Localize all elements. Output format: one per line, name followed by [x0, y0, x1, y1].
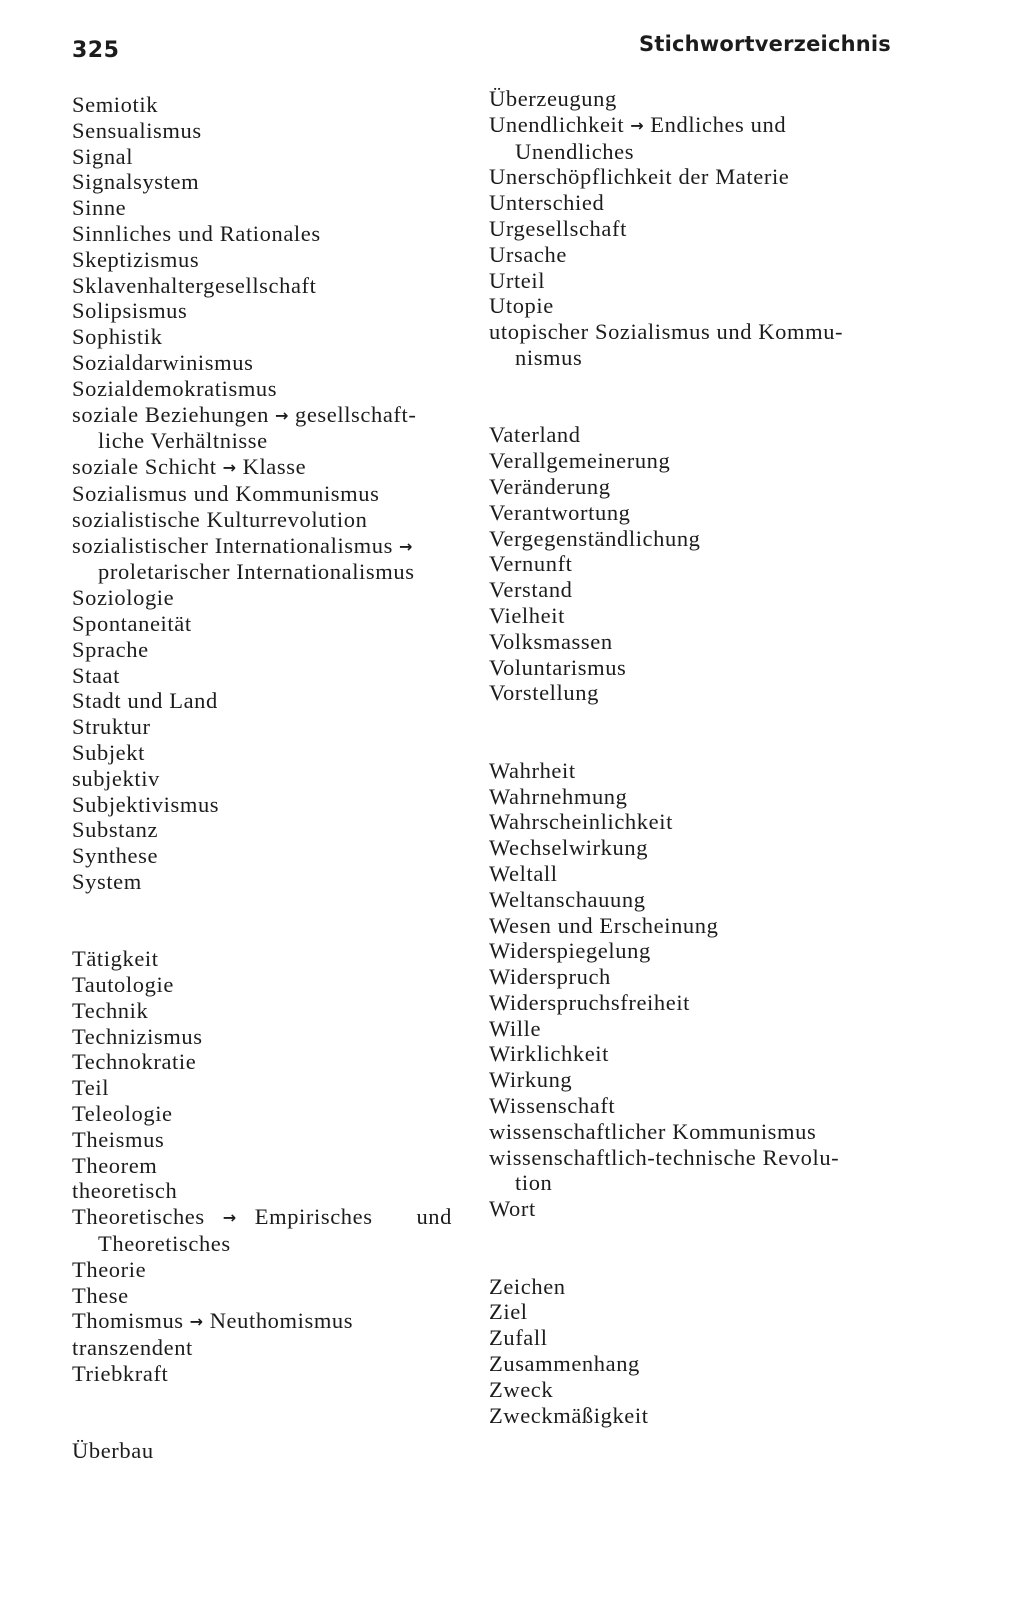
index-entry: Vorstellung: [489, 680, 599, 706]
arrow-right-icon: →: [630, 115, 645, 135]
index-entry: Urgesellschaft: [489, 215, 627, 241]
index-entry: Tätigkeit: [72, 946, 159, 972]
index-entry: Triebkraft: [72, 1361, 169, 1387]
index-entry: Utopie: [489, 293, 554, 319]
section-gap: [489, 1222, 889, 1274]
index-entry: Soziologie: [72, 585, 175, 611]
index-entry: Sinne: [72, 195, 127, 221]
index-entry: Unerschöpflichkeit der Materie: [489, 164, 790, 190]
index-reference: Klasse: [242, 454, 307, 480]
index-entry-with-reference: [72, 454, 482, 481]
index-entry: Wahrheit: [489, 757, 576, 783]
index-entry: Spontaneität: [72, 610, 192, 636]
index-entry: Voluntarismus: [489, 654, 627, 680]
index-entry-with-reference: [72, 1308, 482, 1335]
index-reference: Endliches und: [650, 111, 787, 137]
index-term: soziale Beziehungen: [72, 401, 269, 427]
index-term: soziale Schicht: [72, 454, 217, 480]
index-entry: Signalsystem: [72, 169, 200, 195]
index-entry: Sinnliches und Rationales: [72, 220, 321, 246]
index-entry: Subjektivismus: [72, 791, 220, 817]
index-entry: Wirkung: [489, 1067, 573, 1093]
index-reference-continuation: liche Verhältnisse: [98, 428, 268, 454]
index-entry: Widerspruch: [489, 964, 611, 990]
index-term: Unendlichkeit: [489, 111, 625, 137]
index-entry: Teleologie: [72, 1101, 173, 1127]
index-entry-continuation: nismus: [515, 344, 583, 370]
index-entry: Ursache: [489, 241, 567, 267]
index-entry: wissenschaftlich-technische Revolu-: [489, 1144, 840, 1170]
index-entry: Sozialdarwinismus: [72, 349, 254, 375]
index-term: Theoretisches: [72, 1204, 205, 1230]
index-entry-continuation: tion: [515, 1170, 553, 1196]
index-entry: utopischer Sozialismus und Kommu-: [489, 319, 844, 345]
index-entry: Sprache: [72, 636, 149, 662]
index-entry: Semiotik: [72, 92, 159, 117]
index-entry: Teil: [72, 1075, 110, 1101]
index-entry: System: [72, 868, 142, 894]
index-entry: Weltall: [489, 860, 558, 886]
index-entry: Theorie: [72, 1256, 147, 1282]
index-entry: Vielheit: [489, 602, 565, 628]
index-entry: Volksmassen: [489, 628, 613, 654]
index-entry-with-reference: [72, 1204, 482, 1231]
index-entry: Weltanschauung: [489, 886, 646, 912]
index-entry: Staat: [72, 662, 120, 688]
index-entry: Substanz: [72, 817, 159, 843]
index-entry: Urteil: [489, 267, 546, 293]
index-entry: Subjekt: [72, 739, 145, 765]
index-reference: gesellschaft-: [294, 401, 417, 427]
index-entry: Wechselwirkung: [489, 835, 649, 861]
index-entry: Widerspiegelung: [489, 938, 651, 964]
index-entry: Verallgemeinerung: [489, 448, 671, 474]
index-entry: Technizismus: [72, 1023, 203, 1049]
index-entry-with-reference: [72, 533, 482, 560]
index-term: Thomismus: [72, 1308, 184, 1334]
index-reference: Neuthomismus: [209, 1308, 354, 1334]
index-entry: These: [72, 1282, 129, 1308]
index-entry: Zusammenhang: [489, 1351, 640, 1377]
index-entry: Unterschied: [489, 190, 605, 216]
index-entry: transzendent: [72, 1335, 193, 1361]
index-entry: Vernunft: [489, 551, 573, 577]
index-reference-conjunction: und: [416, 1204, 452, 1230]
index-entry: Sozialdemokratismus: [72, 375, 278, 401]
index-entry: Zeichen: [489, 1273, 566, 1299]
index-entry: Vergegenständlichung: [489, 525, 701, 551]
arrow-right-icon: →: [189, 1312, 204, 1332]
section-gap: [489, 706, 889, 758]
index-entry: subjektiv: [72, 765, 160, 791]
index-entry: Zweck: [489, 1376, 554, 1402]
index-entry: Wort: [489, 1196, 536, 1222]
index-entry: Zufall: [489, 1325, 548, 1351]
index-entry: Struktur: [72, 714, 151, 740]
index-reference-continuation: proletarischer Internationalismus: [98, 559, 415, 585]
index-entry: Wissenschaft: [489, 1093, 616, 1119]
justified-line: [72, 1204, 452, 1231]
index-entry: Veränderung: [489, 473, 611, 499]
index-entry: theoretisch: [72, 1178, 178, 1204]
index-entry: Sensualismus: [72, 117, 202, 143]
index-entry: Vaterland: [489, 422, 581, 448]
index-entry: Skeptizismus: [72, 246, 200, 272]
arrow-right-icon: →: [222, 458, 237, 478]
index-reference-continuation: Unendliches: [515, 138, 635, 164]
index-entry: Wahrscheinlichkeit: [489, 809, 673, 835]
index-entry-with-reference: [72, 402, 482, 429]
index-entry: Technik: [72, 997, 149, 1023]
index-entry: Verantwortung: [489, 499, 631, 525]
index-entry: Wirklichkeit: [489, 1041, 610, 1067]
index-entry: Theorem: [72, 1152, 158, 1178]
index-entry-with-reference: [489, 112, 889, 139]
arrow-right-icon: →: [398, 536, 413, 556]
index-entry: Sozialismus und Kommunismus: [72, 480, 380, 506]
index-entry: Überzeugung: [489, 86, 617, 111]
index-column-left: [72, 92, 482, 1464]
index-term: sozialistischer Internationalismus: [72, 532, 393, 558]
index-entry: Wesen und Erscheinung: [489, 912, 719, 938]
index-entry: Solipsismus: [72, 298, 188, 324]
index-entry: Theismus: [72, 1126, 165, 1152]
index-entry: Ziel: [489, 1299, 528, 1325]
index-entry: Verstand: [489, 577, 573, 603]
index-reference-continuation: Theoretisches: [98, 1231, 231, 1257]
index-reference: Empirisches: [254, 1204, 373, 1230]
index-entry: Technokratie: [72, 1049, 197, 1075]
index-entry: Wille: [489, 1015, 542, 1041]
index-entry: Wahrnehmung: [489, 783, 628, 809]
index-entry: sozialistische Kulturrevolution: [72, 506, 368, 532]
index-column-right: [489, 86, 889, 1428]
arrow-right-icon: →: [222, 1208, 237, 1228]
section-gap: [72, 1387, 482, 1439]
arrow-right-icon: →: [274, 405, 289, 425]
index-entry: Signal: [72, 143, 134, 169]
running-title: Stichwortverzeichnis: [639, 32, 891, 56]
index-entry: Stadt und Land: [72, 688, 218, 714]
index-entry: Widerspruchsfreiheit: [489, 989, 691, 1015]
index-entry: Sklavenhaltergesellschaft: [72, 272, 317, 298]
index-entry: wissenschaftlicher Kommunismus: [489, 1118, 817, 1144]
index-entry: Tautologie: [72, 972, 174, 998]
section-gap: [489, 371, 889, 423]
index-entry: Synthese: [72, 843, 159, 869]
index-entry: Zweckmäßigkeit: [489, 1402, 649, 1428]
section-gap: [72, 895, 482, 947]
index-entry: Sophistik: [72, 324, 163, 350]
index-entry: Überbau: [72, 1438, 154, 1464]
page-number: 325: [72, 38, 120, 63]
